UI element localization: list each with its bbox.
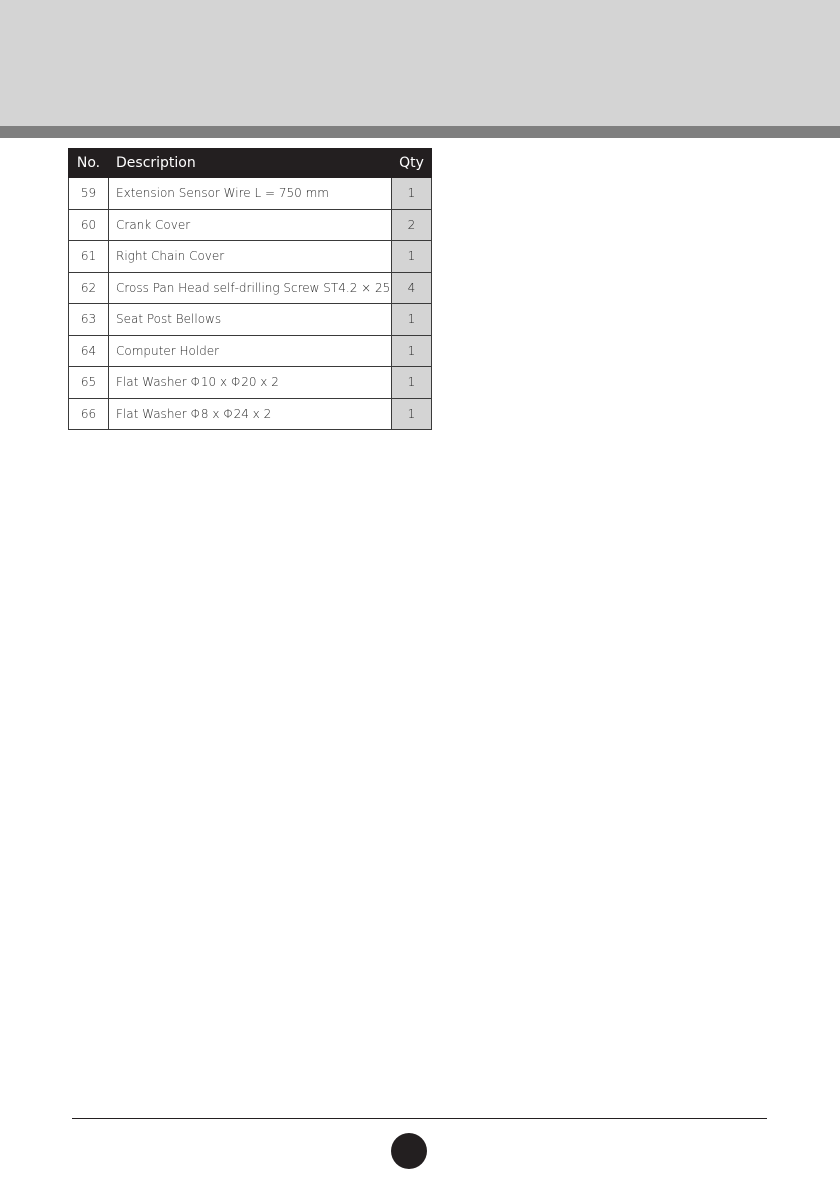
part-description: Seat Post Bellows xyxy=(109,304,392,336)
table-row xyxy=(69,304,432,336)
column-header-qty: Qty xyxy=(392,149,432,178)
part-quantity: 2 xyxy=(392,209,432,241)
part-description: Right Chain Cover xyxy=(109,241,392,273)
part-quantity: 1 xyxy=(392,241,432,273)
table-row xyxy=(69,335,432,367)
part-description: Extension Sensor Wire L = 750 mm xyxy=(109,178,392,210)
part-number: 64 xyxy=(69,335,109,367)
header-stripe xyxy=(0,126,840,138)
part-quantity: 1 xyxy=(392,335,432,367)
part-description: Crank Cover xyxy=(109,209,392,241)
parts-table xyxy=(68,148,432,430)
table-header-row xyxy=(69,149,432,178)
table-row xyxy=(69,241,432,273)
column-header-no: No. xyxy=(69,149,109,178)
part-quantity: 1 xyxy=(392,367,432,399)
footer-rule xyxy=(72,1118,767,1119)
part-description: Cross Pan Head self-drilling Screw ST4.2 × 25 xyxy=(109,272,392,304)
part-quantity: 1 xyxy=(392,178,432,210)
part-number: 65 xyxy=(69,367,109,399)
part-number: 60 xyxy=(69,209,109,241)
page-marker xyxy=(391,1133,427,1169)
part-number: 62 xyxy=(69,272,109,304)
part-quantity: 1 xyxy=(392,398,432,430)
table-row xyxy=(69,367,432,399)
part-number: 61 xyxy=(69,241,109,273)
table-row xyxy=(69,272,432,304)
table-row xyxy=(69,398,432,430)
part-description: Flat Washer Φ10 x Φ20 x 2 xyxy=(109,367,392,399)
part-quantity: 4 xyxy=(392,272,432,304)
column-header-description: Description xyxy=(109,149,392,178)
part-number: 59 xyxy=(69,178,109,210)
header-band xyxy=(0,0,840,126)
part-description: Computer Holder xyxy=(109,335,392,367)
part-number: 63 xyxy=(69,304,109,336)
table-row xyxy=(69,178,432,210)
part-description: Flat Washer Φ8 x Φ24 x 2 xyxy=(109,398,392,430)
part-quantity: 1 xyxy=(392,304,432,336)
part-number: 66 xyxy=(69,398,109,430)
table-row xyxy=(69,209,432,241)
